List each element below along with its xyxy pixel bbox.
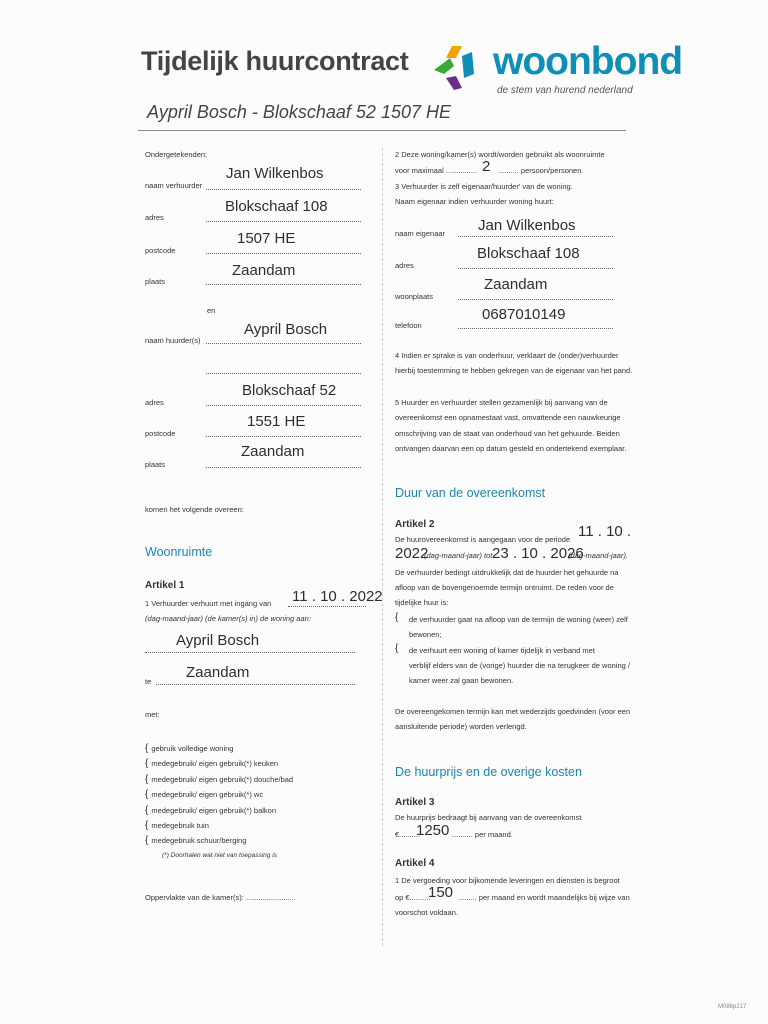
artikel-3-euro: €.......... [395,830,421,839]
option-checkbox[interactable]: { [145,804,149,816]
woning-tenant-value[interactable]: Aypril Bosch [176,632,260,649]
reason-2-line-a: de verhuurt een woning of kamer tijdelijk in verband met [409,646,595,655]
section-woonruimte: Woonruimte [145,545,213,559]
owner-city-line [458,299,613,300]
artikel-2-line-3: afloop van de bovengenoemde termijn ontruimt. De reden voor de [395,583,614,592]
owner-city-label: woonplaats [395,292,433,301]
te-line [156,684,355,685]
landlord-address-label: adres [145,213,164,222]
artikel-2-line-4: tijdelijke huur is: [395,598,449,607]
start-date-line [288,606,366,607]
option-label: medegebruik/ eigen gebruik(*) douche/bad [151,774,294,784]
option-item[interactable] [145,830,246,848]
artikel-1-line-2: (dag-maand-jaar) (de kamer(s) in) de woning aan: [145,614,311,623]
option-checkbox[interactable]: { [145,789,149,801]
rent-value[interactable]: 1250 [416,822,450,839]
option-label: medegebruik tuin [151,821,209,830]
artikel-4-line-1: 1 De vergoeding voor bijkomende leveringen en diensten is begroot [395,876,620,885]
tenant-name-label: naam huurder(s) [145,336,201,345]
option-checkbox[interactable]: { [145,820,149,831]
tenant-postcode-label: postcode [145,429,176,438]
reason-2-line-b: verblijf elders van de (vorige) huurder die na terugkeer de woning / [409,661,630,670]
tenant-city-value[interactable]: Zaandam [241,443,305,460]
reason-2-checkbox[interactable]: { [395,643,399,654]
start-date-value[interactable]: 11 . 10 . 2022 [292,588,383,605]
logo-tagline: de stem van hurend nederland [497,85,633,96]
reason-2-line-c: kamer weer zal gaan bewonen. [409,676,514,685]
landlord-name-line [206,189,361,190]
landlord-postcode-label: postcode [145,246,176,255]
period-start-year[interactable]: 2022 [395,545,429,562]
area-label: Oppervlakte van de kamer(s): ........................ [145,893,296,902]
footnote: (*) Doorhalen wat niet van toepassing is [162,852,277,859]
artikel-2-format-1: (dag-maand-jaar) tot [424,551,493,560]
reason-1-line-b: bewonen; [409,630,442,639]
te-label: te [145,677,152,686]
tenant-city-line [206,467,361,468]
landlord-city-label: plaats [145,277,166,286]
tenant-postcode-value[interactable]: 1551 HE [247,413,306,430]
period-end-value[interactable]: 23 . 10 . 2026 [492,545,584,562]
and-label: en [207,306,216,315]
artikel-4-heading: Artikel 4 [395,858,435,869]
artikel-4-op: op €.......... [395,893,431,902]
option-checkbox[interactable]: { [145,758,149,770]
tenant-name-line-2 [206,373,361,374]
landlord-name-value[interactable]: Jan Wilkenbos [226,165,324,182]
landlord-postcode-value[interactable]: 1507 HE [237,230,296,247]
art1-p4-line-2: hierbij toestemming te hebben gekregen van de eigenaar van het pand. [395,366,633,375]
landlord-city-line [206,284,361,285]
woonbond-logo-icon [432,44,490,96]
option-checkbox[interactable]: { [145,835,149,847]
service-cost-value[interactable]: 150 [428,884,454,901]
header-rule [138,130,626,131]
undersigned-label: Ondergetekenden; [145,150,208,159]
option-label: gebruik volledige woning [151,744,234,753]
option-checkbox[interactable]: { [145,743,149,754]
artikel-3-heading: Artikel 3 [395,797,435,808]
option-checkbox[interactable]: { [145,773,149,785]
art1-p2-line-2a: voor maximaal ............... [395,166,478,175]
agree-text: komen het volgende overeen: [145,505,244,514]
logo-wordmark: woonbond [493,40,683,83]
art1-p3-line-1: 3 Verhuurder is zelf eigenaar/huurder' van de woning. [395,182,573,191]
owner-address-label: adres [395,261,414,270]
artikel-3-line-1: De huurprijs bedraagt bij aanvang van de overeenkomst [395,813,582,822]
section-duur: Duur van de overeenkomst [395,486,546,500]
column-divider [382,148,383,946]
owner-name-line [458,236,613,237]
artikel-3-after: .......... per maand. [452,830,513,839]
tenant-address-line [206,405,361,406]
met-label: met: [145,710,160,719]
owner-city-value[interactable]: Zaandam [484,276,548,293]
landlord-address-line [206,221,361,222]
art1-p4-line-1: 4 Indien er sprake is van onderhuur, verklaart de (onder)verhuurder [395,351,619,360]
artikel-4-after: ......... per maand en wordt maandelijks bij wijze van [458,893,630,902]
tenant-address-label: adres [145,398,164,407]
owner-phone-label: telefoon [395,321,422,330]
landlord-name-label: naam verhuurder [145,181,203,190]
artikel-2-line-1: De huurovereenkomst is aangegaan voor de periode [395,535,571,544]
document-code: M086p217 [718,1004,747,1010]
te-value[interactable]: Zaandam [186,664,250,681]
artikel-4-line-3: voorschot voldaan. [395,908,458,917]
landlord-address-value[interactable]: Blokschaaf 108 [225,198,328,215]
artikel-2-heading: Artikel 2 [395,519,435,530]
tenant-name-value[interactable]: Aypril Bosch [244,321,328,338]
reason-1-line-a: de verhuurder gaat na afloop van de termijn de woning (weer) zelf [409,615,628,624]
document-subtitle: Aypril Bosch - Blokschaaf 52 1507 HE [147,102,451,122]
art1-p5-line-3: omschrijving van de staat van onderhoud van het gehuurde. Beiden [395,429,620,438]
owner-name-label: naam eigenaar [395,229,446,238]
option-label: medegebruik/ eigen gebruik(*) wc [151,790,264,800]
extension-line-2: aansluitende periode) worden verlengd. [395,722,527,731]
owner-phone-value[interactable]: 0687010149 [482,306,566,323]
section-huurprijs: De huurprijs en de overige kosten [395,765,582,779]
option-label: medegebruik schuur/berging [151,836,247,846]
artikel-2-format-2: (dag-maand-jaar). [568,551,629,560]
period-start-day-month[interactable]: 11 . 10 . [578,523,632,540]
artikel-1-heading: Artikel 1 [145,580,185,591]
landlord-postcode-line [206,253,361,254]
art1-p5-line-2: overeenkomst een opnamestaat vast, omvattende een nauwkeurige [395,413,621,422]
art1-p2-line-2b: .......... persoon/personen. [498,166,584,175]
art1-p5-line-4: ontvangen daarvan een op datum gesteld en ondertekend exemplaar. [395,444,627,453]
artikel-1-line-1: 1 Verhuurder verhuurt met ingang van [145,599,272,608]
art1-p5-line-1: 5 Huurder en verhuurder stellen gezamenlijk bij aanvang van de [395,398,608,407]
tenant-name-line [206,343,361,344]
option-label: medegebruik/ eigen gebruik(*) balkon [151,805,277,815]
art1-p3-line-2: Naam eigenaar indien verhuurder woning huurt: [395,197,554,206]
art1-p2-line-1: 2 Deze woning/kamer(s) wordt/worden gebruikt als woonruimte [395,150,605,159]
owner-name-value[interactable]: Jan Wilkenbos [478,217,576,234]
woning-tenant-line [145,652,355,653]
document-title: Tijdelijk huurcontract [141,46,409,76]
owner-phone-line [458,328,613,329]
landlord-city-value[interactable]: Zaandam [232,262,296,279]
tenant-address-value[interactable]: Blokschaaf 52 [242,382,337,399]
owner-address-line [458,268,613,269]
max-persons-value[interactable]: 2 [482,158,491,175]
owner-address-value[interactable]: Blokschaaf 108 [477,245,580,262]
reason-1-checkbox[interactable]: { [395,612,399,623]
option-label: medegebruik/ eigen gebruik(*) keuken [151,759,279,769]
tenant-city-label: plaats [145,460,166,469]
extension-line-1: De overeengekomen termijn kan met wederzijds goedvinden (voor een [395,707,631,716]
tenant-postcode-line [206,436,361,437]
artikel-2-line-2: De verhuurder bedingt uitdrukkelijk dat de huurder het gehuurde na [395,568,619,577]
